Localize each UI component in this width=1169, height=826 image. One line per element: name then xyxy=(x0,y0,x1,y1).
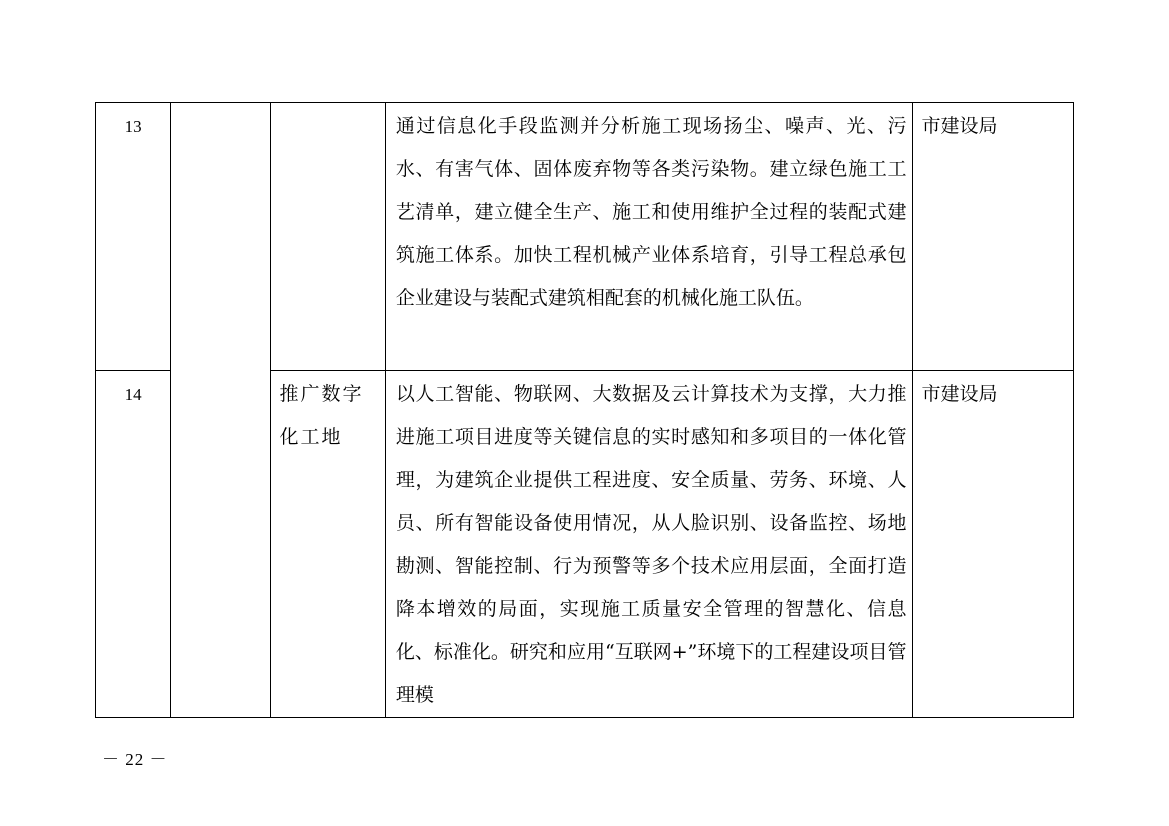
page-number: － 22 － xyxy=(102,750,168,769)
item-name-cell: 推广数字化工地 xyxy=(270,371,385,718)
table-row xyxy=(96,103,1074,371)
item-name-cell xyxy=(270,103,385,371)
category-cell xyxy=(171,103,270,718)
row-number-cell: 14 xyxy=(96,371,171,718)
department-cell: 市建设局 xyxy=(913,371,1074,718)
row-number-cell: 13 xyxy=(96,103,171,371)
document-table xyxy=(95,102,1074,718)
content-cell: 通过信息化手段监测并分析施工现场扬尘、噪声、光、污水、有害气体、固体废弃物等各类污染物。建立绿色施工工艺清单，建立健全生产、施工和使用维护全过程的装配式建筑施工体系。加快工程机械产业体系培育，引导工程总承包企业建设与装配式建筑相配套的机械化施工队伍。 xyxy=(385,103,913,371)
department-cell: 市建设局 xyxy=(913,103,1074,371)
content-cell: 以人工智能、物联网、大数据及云计算技术为支撑，大力推进施工项目进度等关键信息的实时感知和多项目的一体化管理，为建筑企业提供工程进度、安全质量、劳务、环境、人员、所有智能设备使用情况，从人脸识别、设备监控、场地勘测、智能控制、行为预警等多个技术应用层面，全面打造降本增效的局面，实现施工质量安全管理的智慧化、信息化、标准化。研究和应用“互联网+”环境下的工程建设项目管理模 xyxy=(385,371,913,718)
